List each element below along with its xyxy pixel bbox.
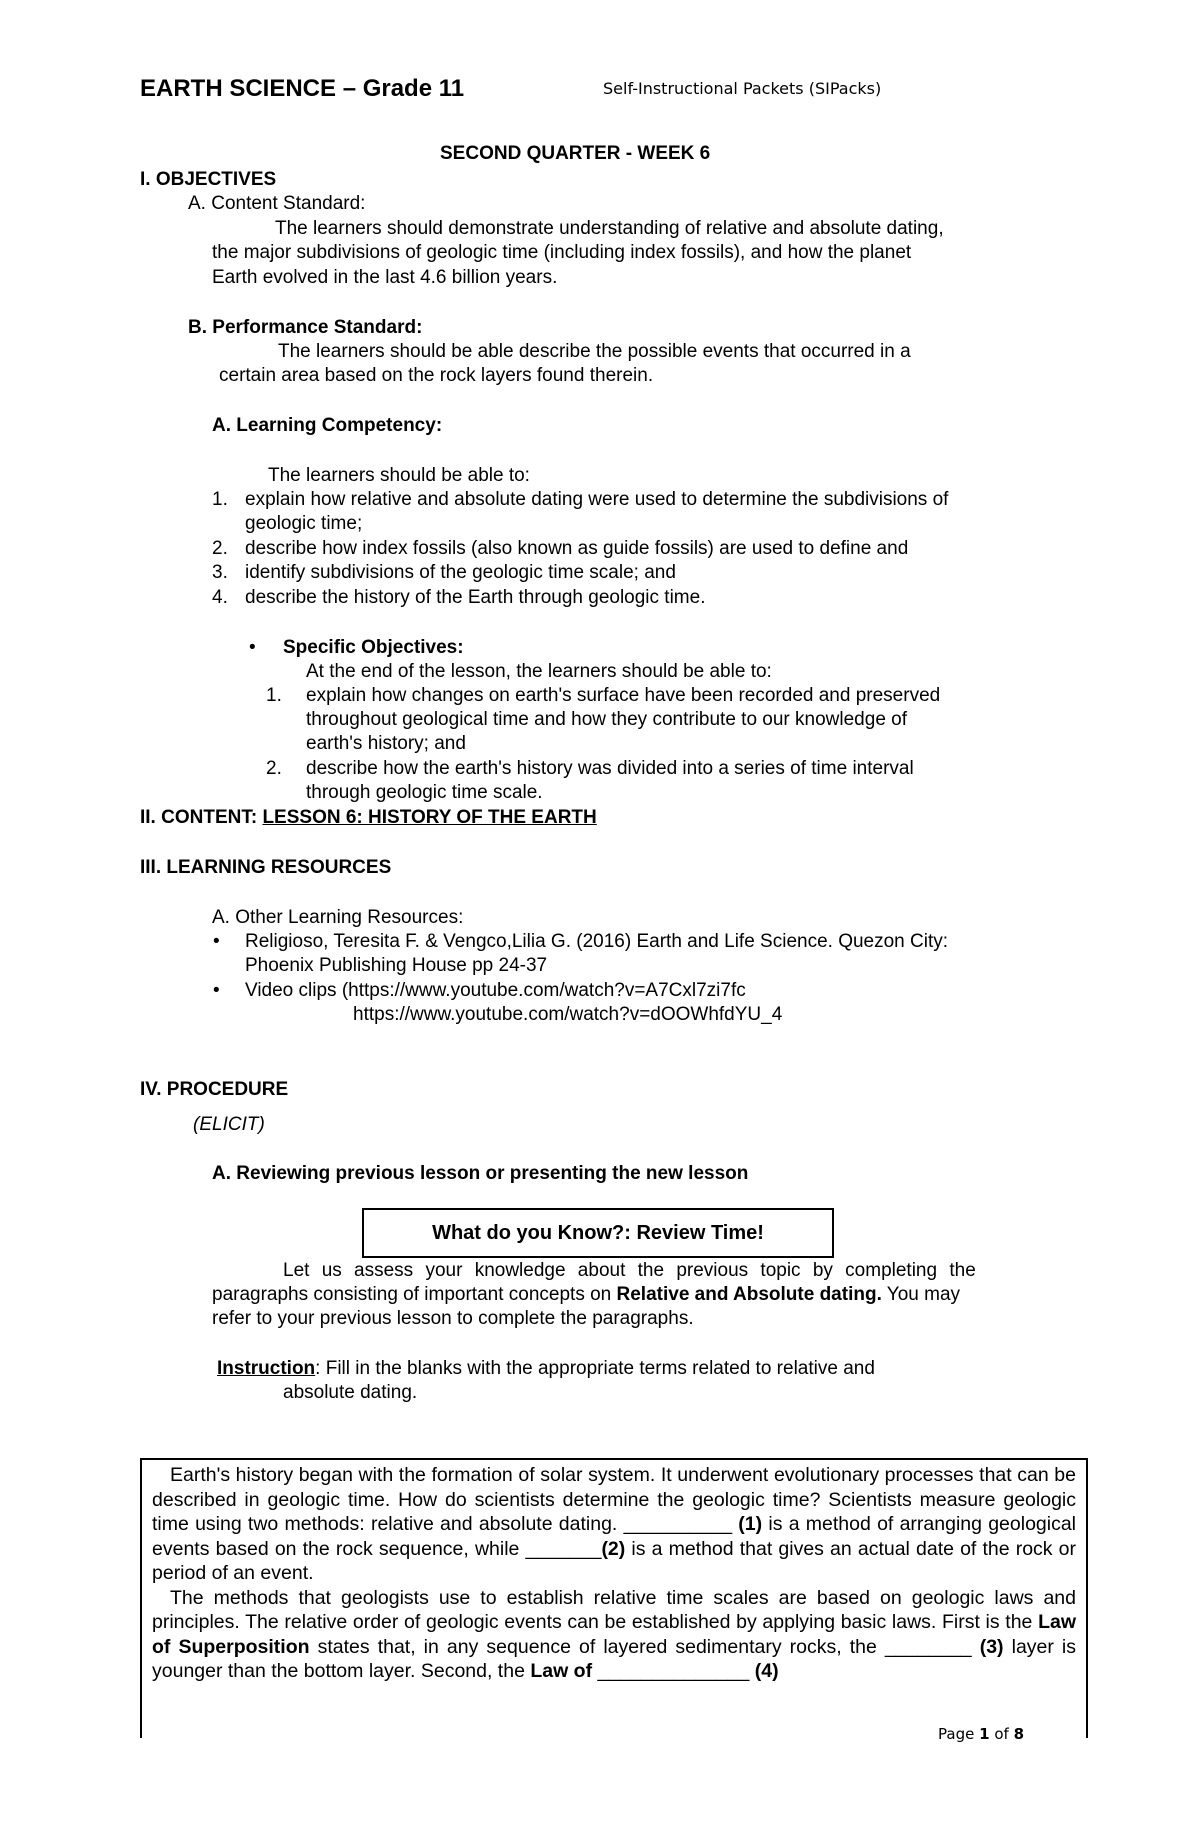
intro-line-1: Let us assess your knowledge about the previous topic by completing the: [283, 1260, 976, 1281]
instruction-text: : Fill in the blanks with the appropriate terms related to relative and: [315, 1358, 875, 1379]
procedure-sub: [212, 1162, 748, 1187]
learning-competency-title: Learning Competency:: [236, 415, 443, 436]
footer-page-number: 1: [979, 1725, 990, 1743]
blank-3-number: (3): [979, 1635, 1004, 1658]
fill-paragraph-2: [152, 1586, 1076, 1684]
blank-3[interactable]: ________: [884, 1635, 972, 1658]
performance-standard-letter: B.: [188, 317, 207, 338]
content-standard-line-3: Earth evolved in the last 4.6 billion years.: [212, 267, 558, 288]
competency-number-1: 1.: [212, 489, 228, 510]
intro-line-3: refer to your previous lesson to complete the paragraphs.: [212, 1308, 694, 1329]
header-series: Self-Instructional Packets (SIPacks): [603, 79, 882, 98]
instruction-line: [217, 1357, 875, 1382]
competency-number-3: 3.: [212, 562, 228, 583]
blank-4[interactable]: ______________: [597, 1660, 750, 1682]
competency-number-4: 4.: [212, 587, 228, 608]
content-standard-line-1: The learners should demonstrate understanding of relative and absolute dating,: [275, 218, 944, 239]
instruction-cont: absolute dating.: [283, 1382, 418, 1403]
page-title: SECOND QUARTER - WEEK 6: [440, 143, 711, 164]
blank-2[interactable]: _______: [525, 1537, 602, 1560]
specific-number-2: 2.: [266, 758, 282, 779]
specific-item-2-line-1: describe how the earth's history was divided into a series of time interval: [306, 758, 914, 779]
footer-page-total: 8: [1013, 1725, 1025, 1743]
fill-p1c-text: is a method that gives an actual date of the rock or period of an event.: [152, 1537, 1076, 1584]
competency-item-2: describe how index fossils (also known as guide fossils) are used to define and: [245, 538, 909, 559]
intro-emphasis: Relative and Absolute dating.: [616, 1284, 882, 1305]
specific-item-1-line-2: throughout geological time and how they contribute to our knowledge of: [306, 709, 908, 730]
procedure-phase: (ELICIT): [193, 1114, 265, 1135]
specific-objectives-label: Specific Objectives:: [283, 637, 464, 658]
law-of-label: Law of: [530, 1660, 593, 1682]
competency-item-1-cont: geologic time;: [245, 513, 363, 534]
fill-in-blanks-box: [140, 1458, 1088, 1738]
objectives-heading: I. OBJECTIVES: [140, 169, 277, 190]
fill-paragraph-1: [152, 1463, 1076, 1586]
competency-number-2: 2.: [212, 538, 228, 559]
content-standard-line-2: the major subdivisions of geologic time (including index fossils), and how the planet: [212, 242, 912, 263]
specific-item-2-line-2: through geologic time scale.: [306, 782, 543, 803]
procedure-sub-letter: A.: [212, 1163, 231, 1184]
page-footer: [938, 1725, 1024, 1745]
procedure-heading: IV. PROCEDURE: [140, 1079, 289, 1100]
competency-item-1: explain how relative and absolute dating were used to determine the subdivisions of: [245, 489, 949, 510]
intro-line-2: [212, 1283, 960, 1308]
learning-competency-intro: The learners should be able to:: [268, 465, 530, 486]
specific-item-1-line-3: earth's history; and: [306, 733, 466, 754]
review-time-box: [362, 1208, 834, 1258]
fill-p2c-text: layer is younger than the bottom layer. Second, the: [152, 1635, 1077, 1682]
specific-number-1: 1.: [266, 685, 282, 706]
fill-p1b-text: is a method of arranging geological events based on the rock sequence, while: [152, 1513, 1077, 1560]
performance-standard-label: [188, 316, 422, 341]
law-superposition: Law of Superposition: [152, 1611, 1076, 1658]
competency-item-3: identify subdivisions of the geologic time scale; and: [245, 562, 676, 583]
footer-of-word: of: [994, 1725, 1009, 1743]
footer-page-word: Page: [938, 1725, 975, 1743]
blank-1[interactable]: __________: [623, 1513, 733, 1535]
competency-item-4: describe the history of the Earth through geologic time.: [245, 587, 706, 608]
fill-p1-text: Earth's history began with the formation of solar system. It underwent evolutionary processes that can be described in geologic time. How do scientists determine the geologic time? Scientists measure geologic time using two methods: relative and absolute dating.: [152, 1464, 1076, 1535]
intro-line-2-end: You may: [886, 1284, 961, 1305]
lesson-title: LESSON 6: HISTORY OF THE EARTH: [262, 807, 597, 828]
content-heading: [140, 806, 597, 831]
header-subject: EARTH SCIENCE – Grade 11: [140, 75, 465, 102]
blank-4-number: (4): [754, 1660, 779, 1682]
specific-item-1-line-1: explain how changes on earth's surface have been recorded and preserved: [306, 685, 941, 706]
resources-heading: III. LEARNING RESOURCES: [140, 857, 392, 878]
specific-objectives-bullet: [249, 636, 256, 661]
resource-2-line-1: Video clips (https://www.youtube.com/watch?v=A7Cxl7zi7fc: [245, 980, 746, 1001]
intro-line-2-text: paragraphs consisting of important concepts on: [212, 1284, 612, 1305]
blank-2-number: (2): [601, 1537, 626, 1560]
instruction-label: Instruction: [217, 1358, 316, 1379]
fill-p2-text: The methods that geologists use to establish relative time scales are based on geologic laws and principles. The relative order of geologic events can be established by applying basic laws. First is the: [152, 1586, 1076, 1633]
performance-standard-line-1: The learners should be able describe the possible events that occurred in a: [278, 341, 911, 362]
review-time-title: What do you Know?: Review Time!: [432, 1222, 764, 1244]
resource-1-line-2: Phoenix Publishing House pp 24-37: [245, 955, 548, 976]
performance-standard-title: Performance Standard:: [212, 317, 423, 338]
resource-bullet-1: [213, 930, 220, 955]
specific-objectives-intro: At the end of the lesson, the learners should be able to:: [306, 661, 772, 682]
content-prefix: II. CONTENT:: [140, 807, 258, 828]
blank-1-number: (1): [738, 1513, 763, 1535]
resource-1-line-1: Religioso, Teresita F. & Vengco,Lilia G. (2016) Earth and Life Science. Quezon City:: [245, 931, 949, 952]
resources-sub: A. Other Learning Resources:: [212, 907, 464, 928]
fill-p2b-text: states that, in any sequence of layered sedimentary rocks, the: [317, 1635, 877, 1658]
content-standard-label: A. Content Standard:: [188, 193, 366, 214]
learning-competency-label: [212, 414, 442, 439]
performance-standard-line-2: certain area based on the rock layers found therein.: [219, 365, 654, 386]
learning-competency-letter: A.: [212, 415, 231, 436]
resource-bullet-2: [213, 979, 220, 1004]
resource-2-line-2: https://www.youtube.com/watch?v=dOOWhfdYU_4: [353, 1004, 783, 1025]
procedure-sub-title: Reviewing previous lesson or presenting the new lesson: [236, 1163, 749, 1184]
